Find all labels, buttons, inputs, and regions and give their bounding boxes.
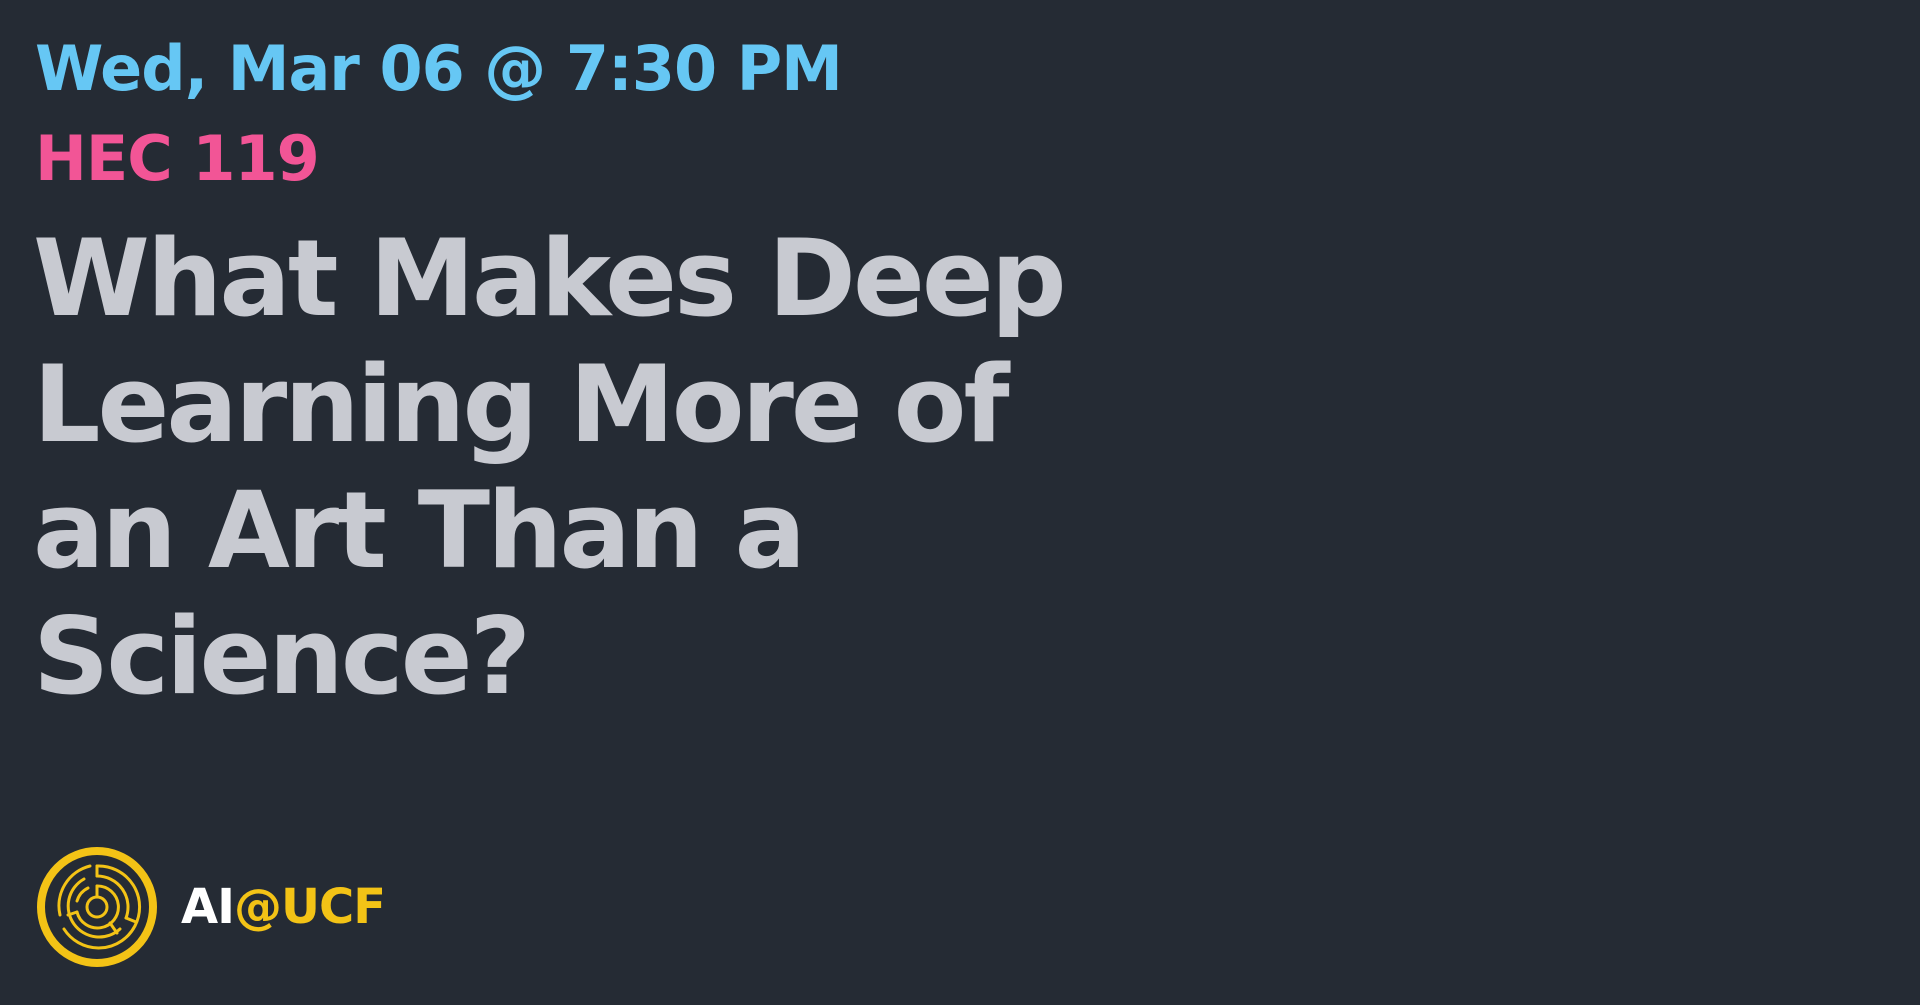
event-location: HEC 119 [35, 122, 319, 195]
circular-maze-logo-icon [35, 845, 159, 969]
event-datetime: Wed, Mar 06 @ 7:30 PM [35, 32, 842, 105]
title-line: Learning More of [33, 343, 1007, 466]
brand-prefix: AI [181, 879, 235, 935]
title-line: Science? [33, 595, 529, 718]
brand-wordmark [181, 879, 385, 935]
brand-suffix: @UCF [234, 879, 386, 935]
title-line: What Makes Deep [33, 217, 1064, 340]
event-title [33, 216, 1064, 720]
brand-lockup [35, 845, 385, 969]
title-line: an Art Than a [33, 469, 803, 592]
